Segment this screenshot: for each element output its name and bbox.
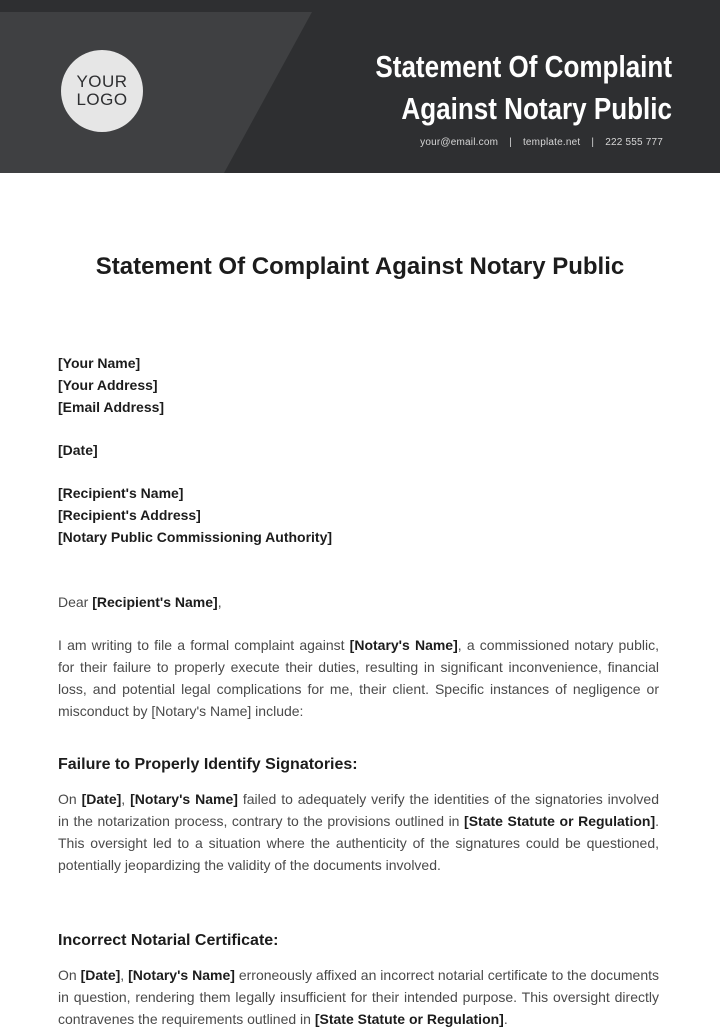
sender-email: [Email Address]: [58, 399, 165, 415]
contact-email: your@email.com: [420, 137, 499, 148]
section-text: .: [503, 1011, 508, 1027]
salutation-name: [Recipient's Name]: [92, 594, 218, 610]
section-text: ,: [120, 967, 129, 983]
section-heading-identify: Failure to Properly Identify Signatories:: [58, 756, 358, 773]
recipient-authority: [Notary Public Commissioning Authority]: [58, 529, 333, 545]
salutation: [58, 591, 659, 613]
section-text: erroneously affixed an incorrect notarial certificate to the documents in question, rendering them legally insufficient for their intended purpose. This oversight directly contravenes the requirements outlined in: [58, 967, 659, 1027]
section-statute: [State Statute or Regulation]: [464, 813, 656, 829]
header-title: [319, 46, 672, 130]
salutation-prefix: Dear: [58, 594, 93, 610]
letter-date: [Date]: [58, 442, 98, 458]
header-title-line2: Against Notary Public: [401, 91, 672, 126]
section-text: On: [58, 967, 81, 983]
recipient-name: [Recipient's Name]: [58, 485, 184, 501]
header-banner: [0, 0, 720, 173]
document-title: Statement Of Complaint Against Notary Public: [95, 253, 625, 280]
contact-phone: 222 555 777: [605, 137, 663, 148]
date-line: [58, 439, 98, 461]
section-date: [Date]: [80, 967, 121, 983]
section-heading-certificate: Incorrect Notarial Certificate:: [58, 932, 279, 949]
logo-text-line2: LOGO: [76, 90, 128, 109]
intro-paragraph: [58, 634, 659, 722]
section-paragraph-certificate: [58, 964, 659, 1030]
sender-address: [Your Address]: [58, 377, 158, 393]
sender-name: [Your Name]: [58, 355, 141, 371]
section-text: failed to adequately verify the identities of the signatories involved in the notarization process, contrary to the provisions outlined in: [58, 791, 660, 829]
section-text: On: [58, 791, 82, 807]
header-title-line1: Statement Of Complaint: [375, 49, 672, 84]
contact-website: template.net: [522, 137, 581, 148]
section-notary-name: [Notary's Name]: [128, 967, 235, 983]
header-contact-info: [420, 137, 663, 148]
section-text: . This oversight led to a situation where the authenticity of the signatures could be questioned, potentially jeopardizing the validity of the documents involved.: [58, 813, 659, 873]
logo-text-line1: YOUR: [76, 72, 128, 91]
contact-separator: |: [509, 137, 512, 148]
section-notary-name: [Notary's Name]: [130, 791, 238, 807]
recipient-block: [58, 482, 332, 548]
recipient-address: [Recipient's Address]: [58, 507, 201, 523]
intro-text: I am writing to file a formal complaint against: [58, 637, 350, 653]
intro-text: , a commissioned notary public, for their failure to properly execute their duties, resulting in significant inconvenience, financial loss, and potential legal complications for me, their client. Specific instances of negligence or misconduct by [Notary's Name] include:: [58, 637, 659, 719]
section-paragraph-identify: [58, 788, 659, 876]
company-logo: [61, 50, 143, 132]
salutation-suffix: ,: [217, 594, 222, 610]
section-text: ,: [121, 791, 131, 807]
sender-block: [58, 352, 164, 418]
intro-notary-name: [Notary's Name]: [349, 637, 458, 653]
contact-separator: |: [591, 137, 595, 148]
section-statute: [State Statute or Regulation]: [314, 1011, 504, 1027]
section-date: [Date]: [81, 791, 122, 807]
